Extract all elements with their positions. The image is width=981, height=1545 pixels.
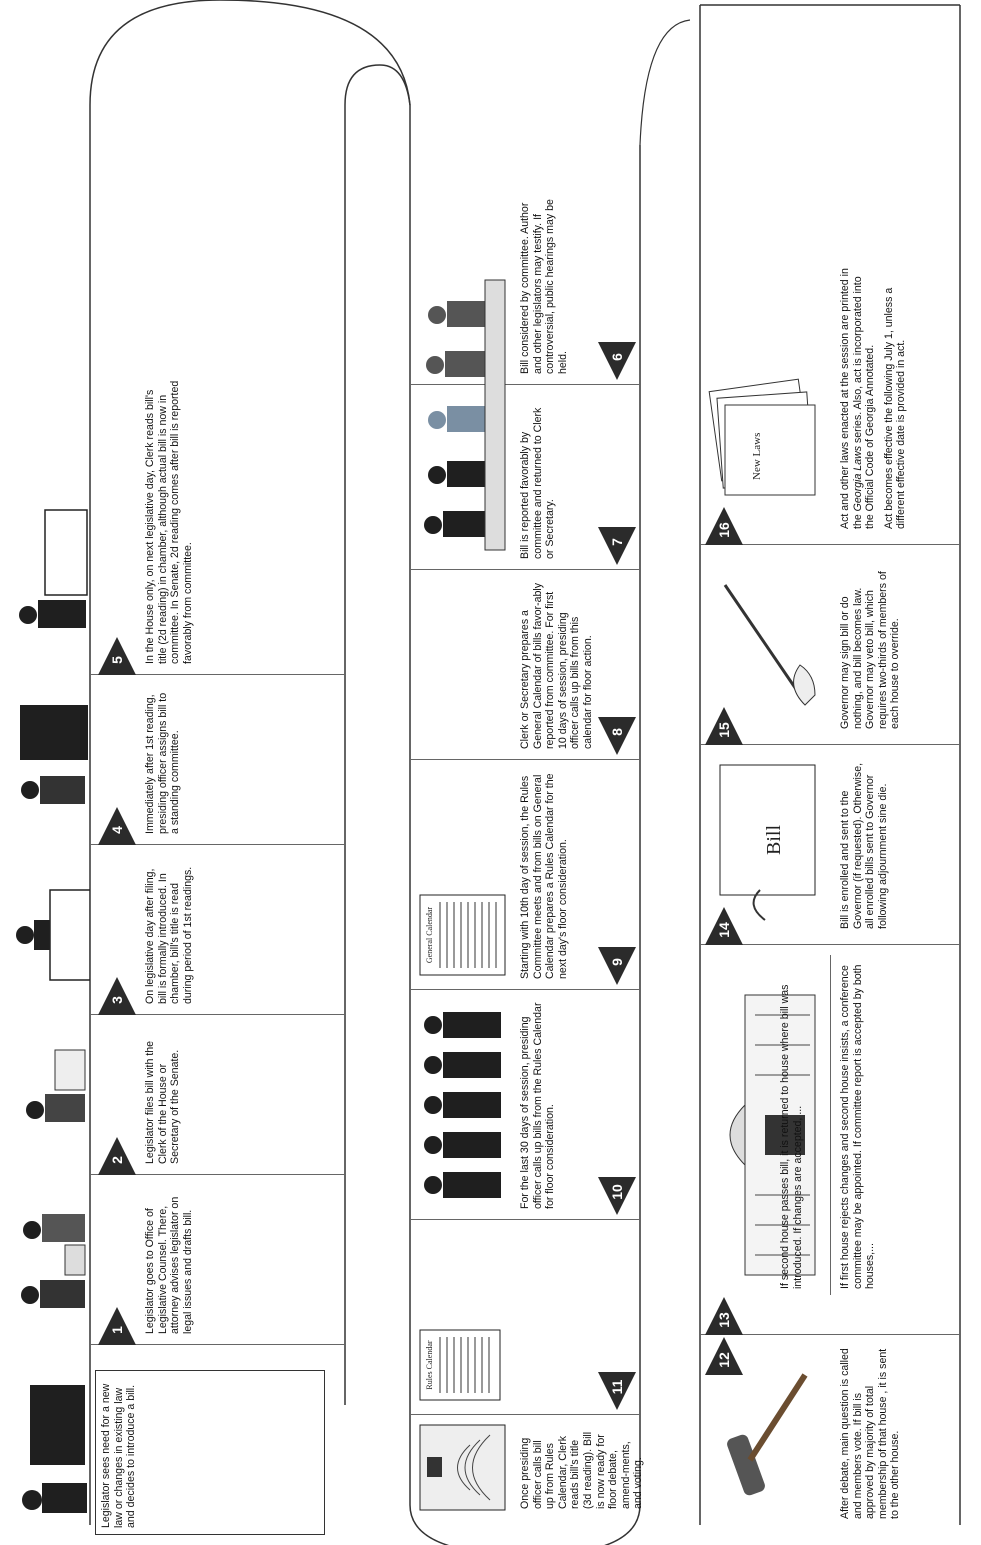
panel-divider (410, 989, 640, 990)
hand-shape (794, 665, 815, 705)
gavel-handle (750, 1375, 805, 1460)
pen-shape (725, 585, 800, 695)
intro-panel (95, 1370, 325, 1535)
step-16-text-italic: Georgia Laws (851, 445, 864, 512)
bill-scroll-illustration (705, 755, 825, 925)
step-3-panel (140, 850, 340, 1010)
intro-illustration (10, 1375, 90, 1535)
step-number: 4 (109, 826, 125, 834)
step-12-text: After debate, main question is called and members vote. If bill is approved by majority of total membership of that house , it is sent to the other house. (839, 1348, 902, 1519)
step-9-text: Starting with 10th day of session, the Rules Committee meets and from bills on General Calendar prepares a Rules Calendar for the next day's floor consideration. (519, 773, 569, 979)
person-body (40, 776, 85, 804)
person-body (42, 1483, 87, 1513)
step-4-panel (140, 680, 340, 840)
step-7-panel (515, 390, 595, 565)
ribbon-turn (640, 20, 690, 145)
person-body (40, 1280, 85, 1308)
step-badge (598, 342, 636, 380)
ribbon-turn (90, 0, 410, 105)
panel-divider (410, 569, 640, 570)
step-number: 8 (609, 728, 625, 736)
dome-shape (730, 1105, 745, 1165)
chamber-illustration (415, 1420, 510, 1515)
step-4-text: Immediately after 1st reading, presiding officer assigns bill to a standing committee. (144, 692, 182, 834)
step-6-text: Bill considered by committee. Author and other legislators may testify. If controversial, public hearings may be held. (519, 199, 569, 374)
step-2-text: Legislator files bill with the Clerk of the House or Secretary of the Senate. (144, 1040, 182, 1164)
step-badge (98, 637, 136, 675)
step-15-text: Governor may sign bill or do nothing, and bill becomes law. Governor may veto bill, which requires two-thirds of members of each house to override. (839, 571, 902, 729)
step-11-text: Once presiding officer calls bill up from Rules Calendar, Clerk reads bill's title (3d reading). Bill is now ready for floor debate, amend-ments, and voting. (519, 1431, 645, 1509)
step-number: 13 (716, 1312, 732, 1328)
step-12-panel (835, 1340, 955, 1525)
bill-label: Bill (763, 824, 785, 855)
step-badge (98, 977, 136, 1015)
step-number: 15 (716, 722, 732, 738)
step-13-top-text: If second house passes bill, it is returned to house where bill was introduced. If changes are accepted, ... (779, 984, 804, 1289)
step-badge (705, 707, 743, 745)
intro-text: Legislator sees need for a new law or changes in existing law and decides to introduce a bill. (100, 1383, 138, 1528)
step-number: 7 (609, 538, 625, 546)
table-shape (485, 280, 505, 550)
step-11-panel (515, 1420, 645, 1515)
person-head (23, 1221, 41, 1239)
step-16-text (839, 261, 877, 529)
step-badge (705, 507, 743, 545)
person-body (45, 1094, 85, 1122)
podium-shape (50, 890, 90, 980)
step-badge (598, 717, 636, 755)
step-badge (98, 1137, 136, 1175)
step-16-text-b: series. Also, act is incorporated into the Official Code of Georgia Annotated. (851, 276, 877, 529)
clerk-illustration (10, 500, 90, 660)
person-head (21, 781, 39, 799)
step-badge (598, 527, 636, 565)
step-badge (598, 1177, 636, 1215)
panel-divider (410, 1414, 640, 1415)
person-head (22, 1490, 42, 1510)
step-badge (598, 1372, 636, 1410)
step-14-text: Bill is enrolled and sent to the Governor (if requested). Otherwise, all enrolled bills sent to Governor following adjournment sine die. (839, 762, 889, 929)
person-body (42, 1214, 85, 1242)
person-head (19, 606, 37, 624)
step-badge (98, 1307, 136, 1345)
step-number: 10 (609, 1184, 625, 1200)
step-5-text: In the House only, on next legislative day, Clerk reads bill's title (2d reading) in chamber, although actual bill is now in committee. In Senate, 2d reading comes after bill is reported favorably from committee. (144, 380, 194, 664)
step-15-panel (835, 550, 955, 735)
person-head (26, 1101, 44, 1119)
step-3-text: On legislative day after filing, bill is formally introduced. In chamber, bill's title is read during period of 1st readings. (144, 866, 194, 1004)
step-number: 14 (716, 922, 732, 938)
step-number: 1 (109, 1326, 125, 1334)
step-8-panel (515, 575, 595, 755)
signing-hand-illustration (705, 555, 825, 725)
step-13-text: If first house rejects changes and second house insists, a conference committee may be appointed. If committee report is accepted by both houses,... (839, 964, 877, 1289)
panel-divider (410, 1219, 640, 1220)
rules-committee-illustration (415, 1000, 505, 1210)
attorney-illustration (10, 1190, 90, 1330)
committee-hearing-illustration (415, 275, 510, 555)
step-1-text: Legislator goes to Office of Legislative Counsel. There, attorney advises legislator on legal issues and drafts bill. (144, 1196, 194, 1334)
step-13-panel (835, 955, 955, 1295)
rostrum-shape (427, 1457, 442, 1477)
step-16-text-a: Act and other laws enacted at the session are printed in the (839, 268, 864, 529)
new-laws-label: New Laws (751, 432, 763, 480)
step-number: 16 (716, 522, 732, 538)
step-number: 11 (609, 1379, 625, 1395)
step-9-panel (515, 765, 595, 985)
podium-shape (45, 510, 87, 595)
general-calendar-illustration (415, 890, 510, 980)
step-13-top-panel (775, 955, 827, 1295)
step-badge (705, 1297, 743, 1335)
step-badge (705, 1337, 743, 1375)
podium-illustration (10, 870, 90, 1000)
step-badge (98, 807, 136, 845)
step-number: 6 (609, 353, 625, 361)
step-16-text-2: Act becomes effective the following July 1, unless a different effective date is provided in act. (882, 287, 908, 529)
step-number: 12 (716, 1352, 732, 1368)
desk-shape (20, 705, 88, 760)
rules-calendar-label: Rules Calendar (425, 1340, 434, 1390)
step-number: 2 (109, 1156, 125, 1164)
step-number: 9 (609, 958, 625, 966)
person-head (21, 1286, 39, 1304)
step-1-panel (140, 1180, 340, 1340)
person-head (16, 926, 34, 944)
paper-shape (725, 405, 815, 495)
step-number: 5 (109, 656, 125, 664)
step-number: 3 (109, 996, 125, 1004)
person-body (38, 600, 86, 628)
step-badge (705, 907, 743, 945)
document-shape (65, 1245, 85, 1275)
panel-divider (410, 759, 640, 760)
step-10-panel (515, 995, 595, 1215)
document-shape (55, 1050, 85, 1090)
step-7-text: Bill is reported favorably by committee and returned to Clerk or Secretary. (519, 407, 557, 559)
general-calendar-label: General Calendar (425, 906, 434, 964)
step-6-panel (515, 190, 595, 380)
presiding-officer-illustration (10, 700, 90, 830)
step-16-panel (835, 255, 955, 535)
step-2-panel (140, 1020, 340, 1170)
step-8-text: Clerk or Secretary prepares a General Calendar of bills favor-ably reported from committee. For first 10 days of session, presiding officer calls up bills from this calendar for floor action. (519, 582, 594, 749)
step-14-panel (835, 750, 955, 935)
step-badge (598, 947, 636, 985)
filing-illustration (10, 1040, 90, 1160)
desk-shape (30, 1385, 85, 1465)
step-5-panel (140, 370, 340, 670)
rules-calendar-illustration (415, 1325, 505, 1405)
step-10-text: For the last 30 days of session, presiding officer calls up bills from the Rules Calendar for floor consideration. (519, 1002, 557, 1209)
step-13-divider (830, 955, 831, 1295)
new-laws-illustration (705, 345, 825, 525)
